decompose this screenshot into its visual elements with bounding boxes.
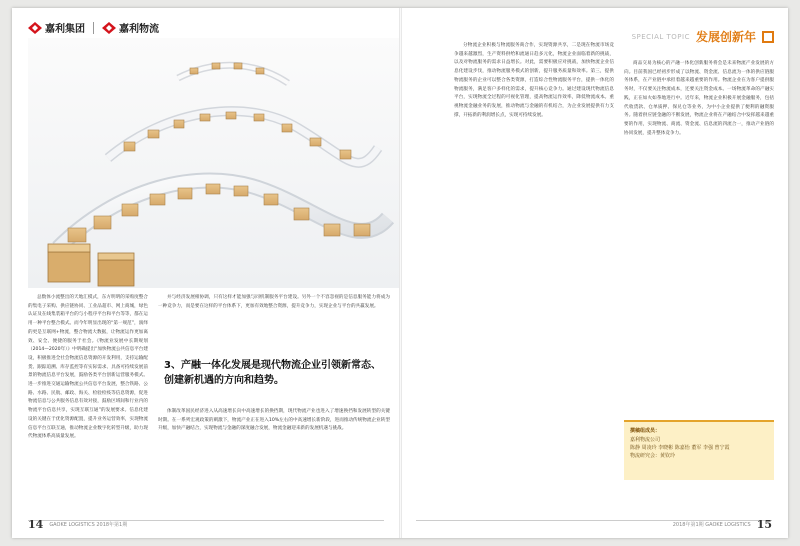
magazine-spread — [12, 8, 788, 538]
logo-divider — [93, 22, 94, 34]
body-column-3 — [158, 408, 390, 512]
gaoke-logistics-logo-icon — [102, 22, 116, 34]
author-names: 陈静 周凌玲 李晓彬 陈嘉怡 董军 李强 曾宁霞 — [630, 445, 730, 451]
author-title: 撰稿组成员： — [630, 428, 661, 434]
topic-english: SPECIAL TOPIC — [631, 32, 690, 41]
body-paragraph: 商品交易为核心的产融一体化创新服务将会是未来物流产业发展的方向。目前我国已经初步形成了以物流、资金流、信息流为一体的供应链服务体系，在产业链中承担着越来越重要的作用。物流企业在为客户提供服务时，不仅要关注物流成本，还要关注资金成本。一场物流革命的产融实践，正在如火如荼地进行中。近年来，物流企业积极开展金融服务，包括代收货款、仓单质押、保兑仓等业务，为中小企业提供了便利的融资服务。随着供应链金融的不断发展，物流企业将在产融结合中发挥越来越重要的作用，实现物流、商流、资金流、信息流的四流合一，推动产业链的协同发展，提升整体竞争力。 — [624, 61, 774, 136]
logo-logistics-text: 嘉利物流 — [119, 24, 159, 35]
page-number: 14 — [28, 518, 44, 531]
logo-group-text: 嘉利集团 — [45, 24, 85, 35]
body-paragraph: 总数体小流整出的天地汇模式，东方明明的采购度整合的集电子采购、供应链协同、工业品超市、网上商城，绿色认证及在线集装箱平台的与小程序平台和平台等等，都在运用一种平台整合模式。而今年明显出现的“第一规范”，演绎的更是互联网+物流，整合物流大数据，让物流运作更加离效、安全、便捷的服务于社会。《物流业发展中长期规划（2014—2020年）》中明确提出“加快物流公共信息平台建设，积极推进全社会物流信息资源的开发利用，支持运输配货、跟踪追溯、库存监控等有实际需求、具备可持续发展前景的物流信息平台发展，鼓励各类平台创新运营服务模式。进一步推进交通运输物流公共信息平台发展，整合铁路、公路、水路、民航、邮政、海关、检验检疫等信息资源，促进物流信息与公共服务信息有效对接，鼓励区域间和行业内的物流平台信息共享，实现互联互通”的发展要求。信息化建设的关键在于优化资源配置，提升业务运营效率，实现物流信息平台互联互通，推动物流企业数字化转型升级，助力现代物流体系高质量发展。 — [28, 295, 148, 440]
body-paragraph: 分物流企业积极与物流服务商合作，实现资源共享，二是现在物流市场竞争越来越激烈，生产资料供给和流通日趋多元化，物流企业面临着新的挑战，以及对物流服务的需求日益增长。对此，需要积极应对挑战，加快物流企业信息化建设步伐，推动物流服务模式的创新，提升服务质量和效率。第三，提供物流服务的企业可以整合各类资源，打造综合性物流服务平台，提供一体化的物流服务，满足客户多样化的需求，提升核心竞争力。通过建设现代物流信息平台，实现物流全过程的可视化管理，提高物流运作效率，降低物流成本。重视物流金融业务的发展，推动物流与金融的有机结合，为企业发展提供有力支撑，开拓新的利润增长点，实现可持续发展。 — [454, 43, 614, 118]
right-page — [402, 8, 788, 538]
footer-left — [28, 518, 127, 531]
body-column-4 — [454, 42, 614, 512]
logo-gaoke-logistics — [102, 20, 159, 35]
topic-header — [632, 28, 774, 45]
section-heading: 3、产融一体化发展是现代物流企业引领新常态、创建新机遇的方向和趋势。 — [164, 360, 381, 386]
page-number: 15 — [756, 518, 772, 531]
boxes-illustration — [28, 38, 400, 288]
body-column-5 — [624, 60, 774, 412]
author-box — [624, 420, 774, 480]
left-page — [12, 8, 400, 538]
author-institute: 物流研究会：黄钦玲 — [630, 453, 676, 459]
body-paragraph: 并与经济发展相协调，只有这样才能加强与同机制服务平台建设。另外一个不容忽视的是信息服务能力将成为一种竞争力，而是要在这样的平台体系下，更加有效地整合资源，提升竞争力，实现企业与平台的共赢发展。 — [158, 295, 390, 309]
header-logos — [28, 20, 159, 35]
body-paragraph: 体制改革国民经济进入从高速增长向中高速增长的换挡期，现代物流产业也进入了增速换挡和发展转型的关键时期。在一系列宏观政策的刺激下，物流产业正在进入10%左右的中高速增长新阶段，进而推动传统物流企业转型升级，加快产融结合，实现物流与金融的深度融合发展，物流金融迎来新的发展机遇与挑战。 — [158, 409, 390, 432]
logo-gaoke-group — [28, 20, 85, 35]
topic-chinese: 发展创新年 — [695, 30, 756, 44]
body-column-1 — [28, 294, 148, 510]
gaoke-group-logo-icon — [28, 22, 42, 34]
hero-image-boxes — [28, 38, 400, 288]
topic-square-icon — [762, 31, 774, 43]
footer-journal: GAOKE LOGISTICS 2018年第1期 — [49, 522, 128, 528]
body-column-2 — [158, 294, 390, 350]
author-org: 嘉利物流公司 — [630, 437, 661, 443]
footer-journal: 2018年第1期 GAOKE LOGISTICS — [672, 522, 751, 528]
footer-right — [673, 518, 772, 531]
